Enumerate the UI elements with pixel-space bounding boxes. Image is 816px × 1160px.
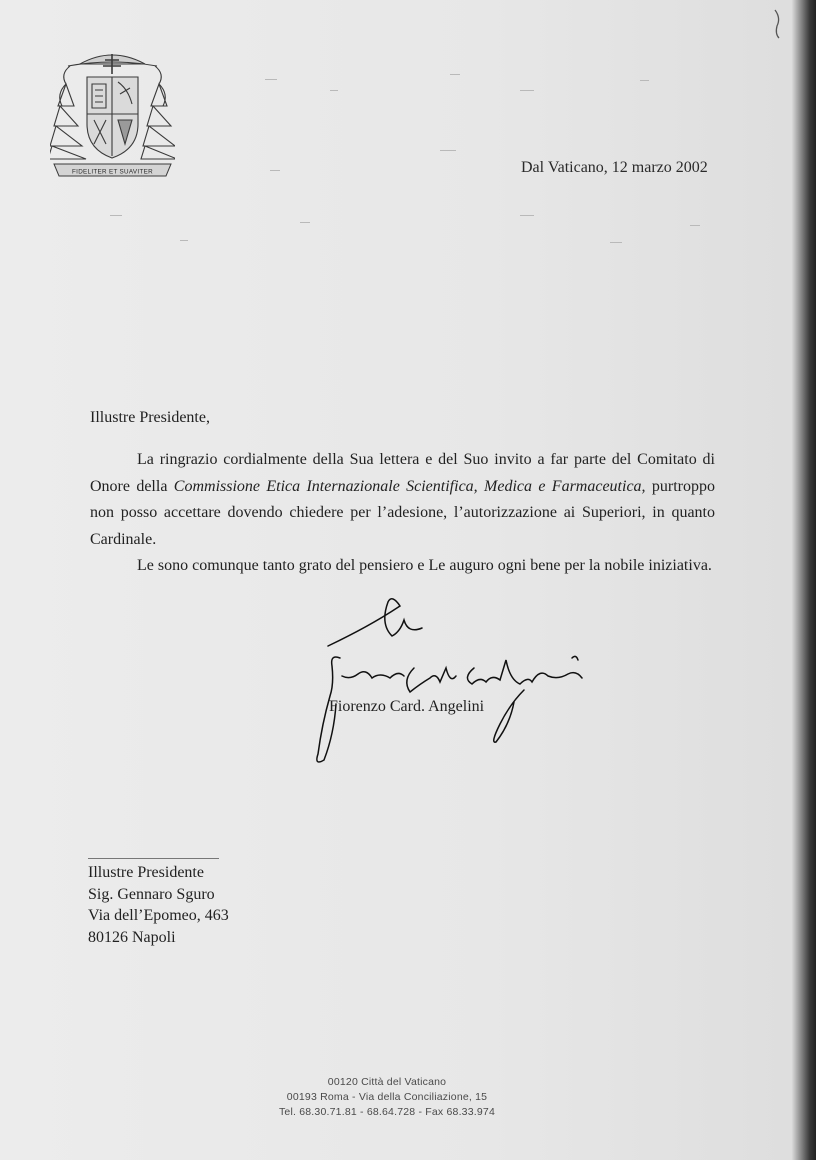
body-paragraph (90, 447, 715, 553)
address-divider (88, 858, 219, 859)
signatory-name: Fiorenzo Card. Angelini (329, 698, 485, 715)
scan-speck (270, 170, 280, 171)
coat-of-arms-icon (50, 44, 175, 184)
scan-speck (330, 90, 338, 91)
scan-speck (640, 80, 649, 81)
date-line: Dal Vaticano, 12 marzo 2002 (521, 159, 708, 176)
page-crease-mark (773, 8, 783, 40)
scan-speck (265, 79, 277, 80)
recipient-street: Via dell’Epomeo, 463 (88, 907, 229, 924)
recipient-title: Illustre Presidente (88, 864, 204, 881)
footer-line: 00193 Roma - Via della Conciliazione, 15 (286, 1091, 488, 1103)
recipient-city: 80126 Napoli (88, 928, 176, 946)
coat-of-arms-motto: FIDELITER ET SUAVITER (72, 168, 153, 176)
handwritten-signature (300, 584, 610, 774)
letterhead-footer (187, 1075, 587, 1120)
scan-speck (690, 225, 700, 226)
body-paragraph: Le sono comunque tanto grato del pensiero e Le auguro ogni bene per la nobile iniziativa. (137, 557, 712, 574)
body-text: La ringrazio cordialmente della Sua lettera e del Suo invito a far parte del Comitato di Onore della (90, 451, 715, 495)
recipient-address (88, 862, 229, 948)
scan-speck (180, 240, 188, 241)
scan-speck (610, 242, 622, 243)
footer-line: 00120 Città del Vaticano (327, 1076, 447, 1088)
footer-line: Tel. 68.30.71.81 - 68.64.728 - Fax 68.33.974 (278, 1106, 496, 1118)
scan-speck (300, 222, 310, 223)
commission-name: Commissione Etica Internazionale Scientifica, Medica e Farmaceutica, (173, 477, 646, 495)
scan-speck (440, 150, 456, 151)
scan-speck (110, 215, 122, 216)
salutation: Illustre Presidente, (90, 409, 210, 426)
scan-speck (520, 215, 534, 216)
scan-speck (520, 90, 534, 91)
letter-body (90, 447, 715, 580)
scan-speck (450, 74, 460, 75)
recipient-name: Sig. Gennaro Sguro (88, 885, 215, 903)
body-text: purtroppo non posso accettare dovendo chiedere per l’adesione, l’autorizzazione ai Superiori, in quanto Cardinale. (90, 477, 715, 548)
